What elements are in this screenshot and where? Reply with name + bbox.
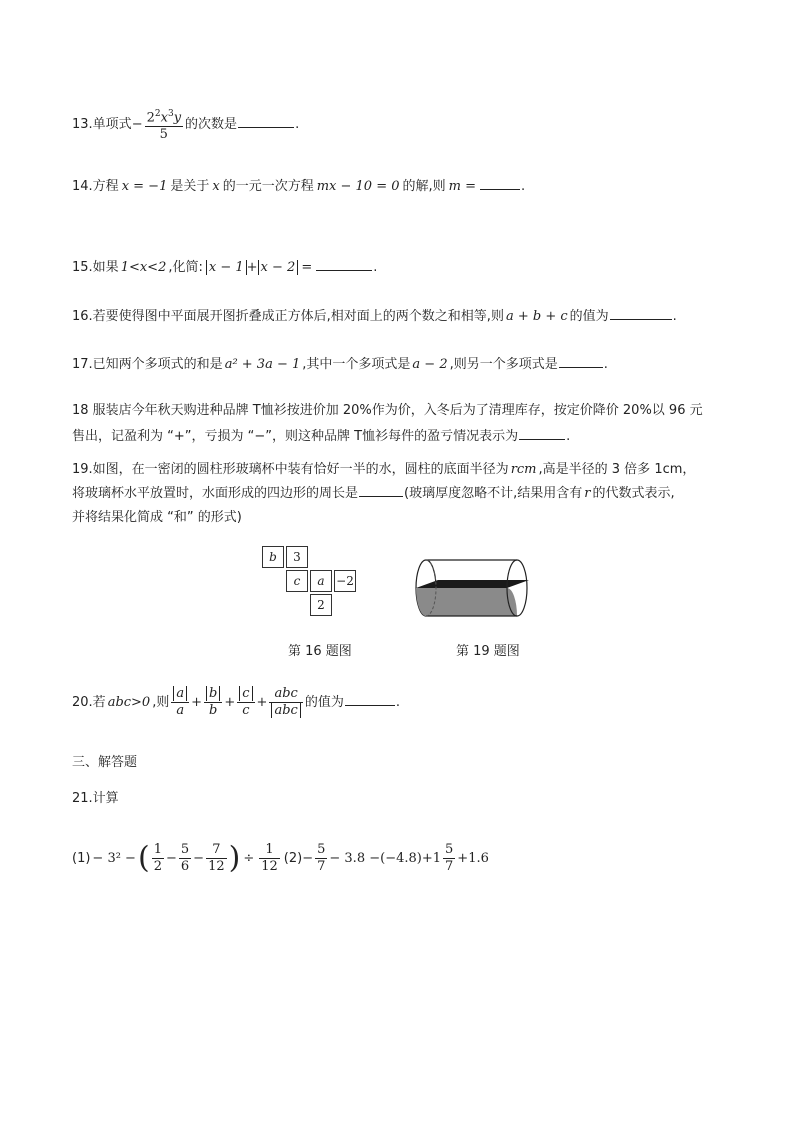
- question-18: [72, 398, 703, 450]
- denominator: a: [176, 703, 185, 718]
- abs-b: b: [206, 686, 220, 701]
- q19-line3: 并将结果化简成 “和” 的形式): [72, 510, 242, 525]
- numerator: [237, 686, 254, 703]
- text: 将玻璃杯水平放置时，水面形成的四边形的周长是: [72, 486, 359, 501]
- q19-line2: [72, 482, 695, 506]
- q18-line1: 18 服装店今年秋天购进种品牌 T恤衫按进价加 20%作为价，入冬后为了清理库存，按定价降价 20%以 96 元: [72, 403, 703, 418]
- text: ,其中一个多项式是: [302, 357, 411, 372]
- denominator: [269, 703, 302, 719]
- question-20: [72, 686, 400, 719]
- denominator: 2: [153, 859, 162, 874]
- numerator: 5: [180, 842, 190, 857]
- answer-blank[interactable]: [559, 354, 603, 368]
- part-2-label: (2): [283, 851, 303, 866]
- minus: −: [302, 851, 314, 866]
- answer-blank[interactable]: [519, 426, 565, 440]
- q20-label: 20.若: [72, 695, 106, 710]
- fraction: [315, 842, 327, 875]
- expr: +1.6: [457, 851, 489, 866]
- period: .: [395, 695, 400, 710]
- var-y: y: [173, 110, 182, 126]
- text: ,则: [152, 695, 170, 710]
- expr: a + b + c: [505, 309, 568, 324]
- plus: +: [256, 695, 268, 710]
- text: 是关于: [170, 179, 210, 194]
- condition: 1<x<2: [120, 260, 167, 275]
- text: ,高是半径的 3 倍多 1cm，: [538, 462, 696, 477]
- r: r: [584, 486, 591, 501]
- question-14: [72, 176, 525, 196]
- answer-blank[interactable]: [238, 114, 294, 128]
- denominator: 6: [180, 859, 190, 874]
- question-17: [72, 354, 608, 374]
- fraction: [269, 686, 302, 719]
- abs-abc: abc: [271, 703, 300, 718]
- abs-a: a: [173, 686, 187, 701]
- net-cell-a: a: [310, 570, 332, 592]
- answer-blank[interactable]: [359, 483, 403, 497]
- numerator: [204, 686, 222, 703]
- minus: −: [165, 851, 177, 866]
- part-1-label: (1): [72, 851, 91, 866]
- plus: +: [191, 695, 203, 710]
- period: .: [672, 309, 677, 324]
- minus-sign: −: [131, 117, 143, 133]
- question-15: [72, 257, 377, 277]
- expr2: a − 2: [412, 357, 448, 372]
- eq1: x = −1: [121, 179, 168, 194]
- question-21-expressions: [72, 842, 489, 875]
- cylinder-right-end: [507, 560, 527, 616]
- text: 的一元一次方程: [222, 179, 314, 194]
- answer-blank[interactable]: [316, 257, 372, 271]
- abs-c: c: [239, 686, 252, 701]
- question-19: [72, 458, 695, 530]
- minus: −: [193, 851, 205, 866]
- denominator: 12: [208, 859, 225, 874]
- text: 19.如图，在一密闭的圆柱形玻璃杯中装有恰好一半的水，圆柱的底面半径为: [72, 462, 509, 477]
- numerator: 1: [153, 842, 162, 857]
- question-21-label: 21.计算: [72, 791, 119, 806]
- denominator: 5: [159, 127, 168, 143]
- text: (玻璃厚度忽略不计,结果用含有: [404, 486, 583, 501]
- var: x: [212, 179, 220, 194]
- q18-line2: [72, 424, 703, 450]
- numerator: [171, 686, 189, 703]
- x-exp: 3: [167, 109, 174, 119]
- text: ,化简:: [168, 260, 203, 275]
- period: .: [566, 429, 571, 444]
- numerator: 7: [206, 842, 227, 859]
- expr: − 3² −: [92, 851, 136, 866]
- period: .: [521, 179, 526, 194]
- plus: +: [246, 260, 258, 275]
- coef: 2: [146, 110, 155, 126]
- equals: =: [301, 260, 313, 275]
- fraction: [171, 686, 189, 719]
- denominator: b: [209, 703, 218, 718]
- fraction: [204, 686, 222, 719]
- section-heading: 三、解答题: [72, 755, 138, 770]
- fraction: [145, 106, 183, 143]
- var-x: x: [160, 110, 168, 126]
- answer-blank[interactable]: [345, 692, 395, 706]
- expr: a² + 3a − 1: [224, 357, 301, 372]
- text: 的值为: [304, 695, 344, 710]
- net-cell-neg2: −2: [334, 570, 356, 592]
- denominator: 7: [445, 859, 454, 874]
- fraction: [179, 842, 191, 875]
- period: .: [295, 117, 300, 133]
- fraction: [259, 842, 280, 875]
- text: ,则另一个多项式是: [449, 357, 558, 372]
- right-paren: ): [228, 840, 241, 876]
- answer-blank[interactable]: [610, 306, 672, 320]
- numerator: [145, 106, 183, 127]
- q13-tail: 的次数是: [185, 117, 238, 133]
- denominator: 7: [317, 859, 326, 874]
- question-13: [72, 106, 299, 143]
- coef-exp: 2: [154, 109, 161, 119]
- fraction: [443, 842, 455, 875]
- figure-19-caption: 第 19 题图: [456, 644, 520, 659]
- plus: +: [224, 695, 236, 710]
- net-cell-3: 3: [286, 546, 308, 568]
- figure-16-caption: 第 16 题图: [288, 644, 352, 659]
- left-paren: (: [137, 840, 150, 876]
- q17-text: 17.已知两个多项式的和是: [72, 357, 223, 372]
- cube-net-figure: [262, 546, 362, 618]
- eq2: mx − 10 = 0: [316, 179, 400, 194]
- denominator: 12: [261, 859, 278, 874]
- text: 的代数式表示,: [592, 486, 675, 501]
- fraction: [206, 842, 227, 875]
- expr: +1: [421, 851, 442, 866]
- cylinder-figure: [412, 556, 532, 622]
- rcm: rcm: [510, 462, 537, 477]
- fraction: [237, 686, 254, 719]
- answer-blank[interactable]: [480, 176, 520, 190]
- abs-value: x − 1: [206, 260, 247, 275]
- text: 的解,则: [402, 179, 446, 194]
- numerator: abc: [269, 686, 302, 703]
- fraction: [152, 842, 164, 875]
- net-cell-b: b: [262, 546, 284, 568]
- condition: abc>0: [107, 695, 151, 710]
- divide: ÷: [243, 851, 255, 866]
- denominator: c: [242, 703, 250, 718]
- net-cell-2: 2: [310, 594, 332, 616]
- q16-text: 16.若要使得图中平面展开图折叠成正方体后,相对面上的两个数之和相等,则: [72, 309, 504, 324]
- period: .: [603, 357, 608, 372]
- text: 售出，记盈利为 “+”，亏损为 “−”，则这种品牌 T恤衫每件的盈亏情况表示为: [72, 429, 519, 444]
- text: 的值为: [569, 309, 609, 324]
- q19-line1: [72, 458, 695, 482]
- eq3: m =: [448, 179, 477, 194]
- numerator: 5: [445, 842, 454, 857]
- abs-value: x − 2: [258, 260, 299, 275]
- expr: (−4.8): [380, 851, 422, 866]
- numerator: 1: [259, 842, 280, 859]
- expr: − 3.8 −: [329, 851, 381, 866]
- net-cell-c: c: [286, 570, 308, 592]
- numerator: 5: [317, 842, 326, 857]
- q15-label: 15.如果: [72, 260, 119, 275]
- q14-label: 14.方程: [72, 179, 119, 194]
- question-16: [72, 306, 677, 326]
- period: .: [373, 260, 378, 275]
- q13-label: 13.单项式: [72, 117, 132, 133]
